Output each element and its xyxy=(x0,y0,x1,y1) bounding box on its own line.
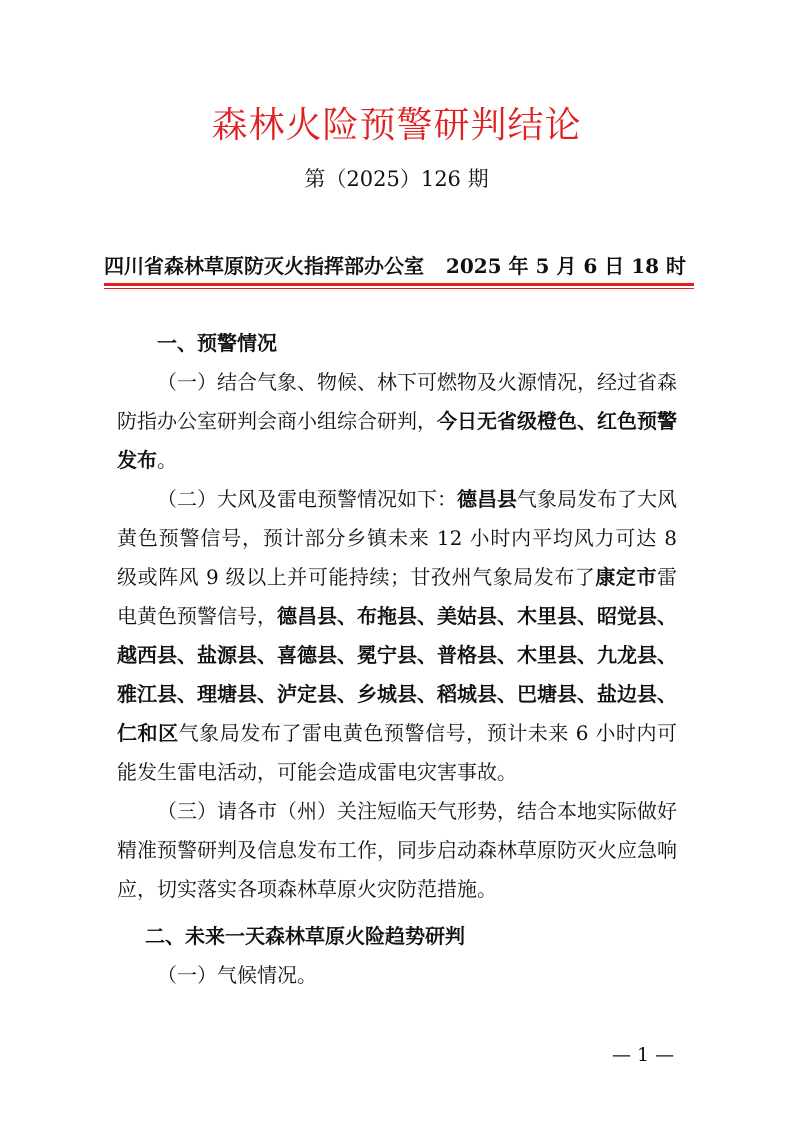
paragraph-1-text: （一）结合气象、物候、林下可燃物及火源情况，经过省森防指办公室研判会商小组综合研判， xyxy=(117,370,677,433)
document-title: 森林火险预警研判结论 xyxy=(211,105,582,146)
issuing-office: 四川省森林草原防灭火指挥部办公室 xyxy=(104,254,424,278)
paragraph-2-county-dechang: 德昌县 xyxy=(457,487,517,511)
paragraph-2-city-kangding: 康定市 xyxy=(595,565,657,589)
issue-number: 第（2025）126 期 xyxy=(304,167,489,191)
paragraph-1 xyxy=(117,363,677,480)
paragraph-2-text-1: （二）大风及雷电预警情况如下： xyxy=(157,487,457,511)
subsection-climate: （一）气候情况。 xyxy=(157,963,317,987)
paragraph-2-text-2: 气象局发布了大风黄色预警信号，预计部分乡镇未来 12 小时内平均风力可达 8 级或阵风 9 级以上并可能持续；甘孜州气象局发布了 xyxy=(117,487,677,589)
paragraph-3: （三）请各市（州）关注短临天气形势，结合本地实际做好精准预警研判及信息发布工作，同步启动森林草原防灭火应急响应，切实落实各项森林草原火灾防范措施。 xyxy=(117,799,677,901)
red-divider-thin xyxy=(104,288,694,289)
paragraph-2-text-4: 气象局发布了雷电黄色预警信号，预计未来 6 小时内可能发生雷电活动，可能会造成雷电灾害事故。 xyxy=(117,721,677,784)
document-body xyxy=(117,324,677,995)
page-number: — 1 — xyxy=(612,1044,675,1066)
paragraph-1-emphasis: 今日无省级橙色、红色预警发布 xyxy=(117,409,677,472)
issue-datetime: 2025 年 5 月 6 日 18 时 xyxy=(445,254,686,278)
red-divider-thick xyxy=(104,283,694,286)
paragraph-2 xyxy=(117,480,677,792)
paragraph-2-text-3: 雷电黄色预警信号， xyxy=(117,565,677,628)
paragraph-1-end: 。 xyxy=(157,448,177,472)
document-header xyxy=(104,252,686,280)
section-heading-trend: 二、未来一天森林草原火险趋势研判 xyxy=(145,924,465,948)
paragraph-2-county-list: 德昌县、布拖县、美姑县、木里县、昭觉县、越西县、盐源县、喜德县、冕宁县、普格县、木里县、九龙县、雅江县、理塘县、泸定县、乡城县、稻城县、巴塘县、盐边县、仁和区 xyxy=(117,604,677,745)
section-heading-warning: 一、预警情况 xyxy=(157,331,277,355)
